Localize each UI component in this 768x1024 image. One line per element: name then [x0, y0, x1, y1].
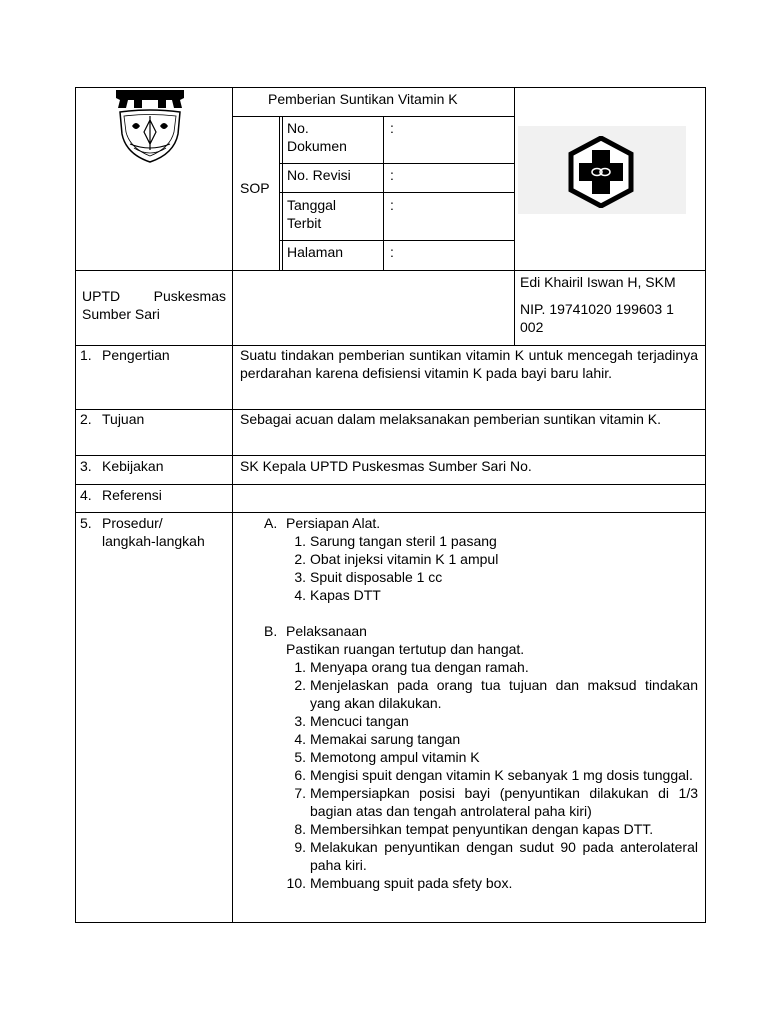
puskesmas-cross-logo: [567, 136, 635, 208]
step-number: 4.: [294, 587, 306, 603]
field-line-1: [280, 163, 515, 164]
pelaksanaan-step-2: [286, 676, 698, 712]
step-text: Membuang spuit pada sfety box.: [310, 875, 513, 891]
pelaksanaan-step-8: [286, 820, 698, 838]
pelaksanaan-step-9: [286, 838, 698, 874]
field-colon-no-dokumen: :: [390, 120, 394, 136]
step-text: Melakukan penyuntikan dengan sudut 90 pada anterolateral paha kiri.: [310, 839, 698, 873]
step-number: 1.: [294, 659, 306, 675]
section-1-content: Suatu tindakan pemberian suntikan vitamin K untuk mencegah terjadinya perdarahan karena defisiensi vitamin K pada bayi baru lahir.: [240, 347, 698, 381]
step-text: Memakai sarung tangan: [310, 731, 461, 747]
section-5-num: 5.: [80, 515, 92, 531]
section-3-content: SK Kepala UPTD Puskesmas Sumber Sari No.: [240, 458, 532, 474]
persiapan-step-1: [286, 532, 698, 550]
sop-label: SOP: [240, 180, 270, 196]
org-unit-name: UPTD Puskesmas Sumber Sari: [82, 288, 226, 322]
step-text: Obat injeksi vitamin K 1 ampul: [310, 551, 499, 567]
step-text: Kapas DTT: [310, 587, 381, 603]
section-2-content: Sebagai acuan dalam melaksanakan pemberian suntikan vitamin K.: [240, 411, 662, 427]
step-number: 9.: [294, 839, 306, 855]
field-colon-halaman: :: [390, 244, 394, 260]
step-number: 8.: [294, 821, 306, 837]
section-2-num: 2.: [80, 411, 92, 427]
section-3-label: Kebijakan: [102, 458, 164, 474]
persiapan-step-3: [286, 568, 698, 586]
pelaksanaan-step-7: [286, 784, 698, 820]
step-number: 5.: [294, 749, 306, 765]
procedure-a-marker: A.: [264, 515, 278, 531]
field-label-no-revisi: No. Revisi: [287, 167, 351, 183]
sop-field-col-left-2: [282, 116, 283, 271]
step-text: Mempersiapkan posisi bayi (penyuntikan dilakukan di 1/3 bagian atas dan tengah antrolateral paha kiri): [310, 785, 698, 819]
procedure-b-list: [286, 658, 698, 892]
step-text: Membersihkan tempat penyuntikan dengan kapas DTT.: [310, 821, 654, 837]
pelaksanaan-step-6: [286, 766, 698, 784]
field-line-3: [280, 240, 515, 241]
step-number: 10.: [286, 875, 306, 891]
step-number: 2.: [294, 551, 306, 567]
step-number: 3.: [294, 713, 306, 729]
section-4-num: 4.: [80, 487, 92, 503]
sop-field-col-left: [279, 116, 280, 271]
col-divider-main: [232, 87, 233, 923]
table-border-left: [75, 87, 76, 923]
section-5-label: Prosedur/ langkah-langkah: [102, 515, 205, 549]
row-line-2: [75, 455, 706, 456]
pelaksanaan-step-5: [286, 748, 698, 766]
step-text: Menyapa orang tua dengan ramah.: [310, 659, 529, 675]
field-label-halaman: Halaman: [287, 244, 344, 260]
step-text: Memotong ampul vitamin K: [310, 749, 480, 765]
section-3-num: 3.: [80, 458, 92, 474]
step-text: Mengisi spuit dengan vitamin K sebanyak 1 mg dosis tunggal.: [310, 767, 693, 783]
step-number: 4.: [294, 731, 306, 747]
section-1-label: Pengertian: [102, 347, 170, 363]
step-number: 7.: [294, 785, 306, 801]
signer-nip-line1: NIP. 19741020 199603 1: [520, 301, 674, 317]
step-number: 6.: [294, 767, 306, 783]
section-2-label: Tujuan: [102, 411, 145, 427]
procedure-b-title: Pelaksanaan: [286, 623, 367, 639]
field-colon-tanggal-terbit: :: [390, 197, 394, 213]
document-title: Pemberian Suntikan Vitamin K: [268, 91, 458, 107]
field-label-no-dokumen: No. Dokumen: [287, 120, 347, 154]
pelaksanaan-step-4: [286, 730, 698, 748]
procedure-a-list: [286, 532, 698, 604]
signer-name: Edi Khairil Iswan H, SKM: [520, 274, 676, 290]
step-number: 1.: [294, 533, 306, 549]
step-number: 2.: [294, 677, 306, 693]
table-border-bottom: [75, 922, 706, 923]
col-divider-header-right: [514, 87, 515, 346]
persiapan-step-2: [286, 550, 698, 568]
persiapan-step-4: [286, 586, 698, 604]
field-label-tanggal-terbit: Tanggal Terbit: [287, 197, 337, 231]
field-colon-no-revisi: :: [390, 167, 394, 183]
procedure-a-title: Persiapan Alat.: [286, 515, 381, 531]
header-bottom-line: [75, 270, 706, 271]
procedure-b-intro: Pastikan ruangan tertutup dan hangat.: [286, 641, 525, 657]
title-underline: [232, 116, 515, 117]
row-line-4: [75, 512, 706, 513]
step-number: 3.: [294, 569, 306, 585]
step-text: Mencuci tangan: [310, 713, 409, 729]
step-text: Spuit disposable 1 cc: [310, 569, 443, 585]
step-text: Menjelaskan pada orang tua tujuan dan maksud tindakan yang akan dilakukan.: [310, 677, 698, 711]
row-line-3: [75, 484, 706, 485]
regional-coat-of-arms-logo: [110, 86, 190, 166]
section-4-label: Referensi: [102, 487, 162, 503]
pelaksanaan-step-10: [286, 874, 698, 892]
field-line-2: [280, 192, 515, 193]
section-1-num: 1.: [80, 347, 92, 363]
signer-nip-line2: 002: [520, 319, 544, 335]
step-text: Sarung tangan steril 1 pasang: [310, 533, 497, 549]
procedure-b-marker: B.: [264, 623, 278, 639]
sop-label-divider: [383, 116, 384, 271]
pelaksanaan-step-1: [286, 658, 698, 676]
pelaksanaan-step-3: [286, 712, 698, 730]
table-border-right: [705, 87, 706, 923]
